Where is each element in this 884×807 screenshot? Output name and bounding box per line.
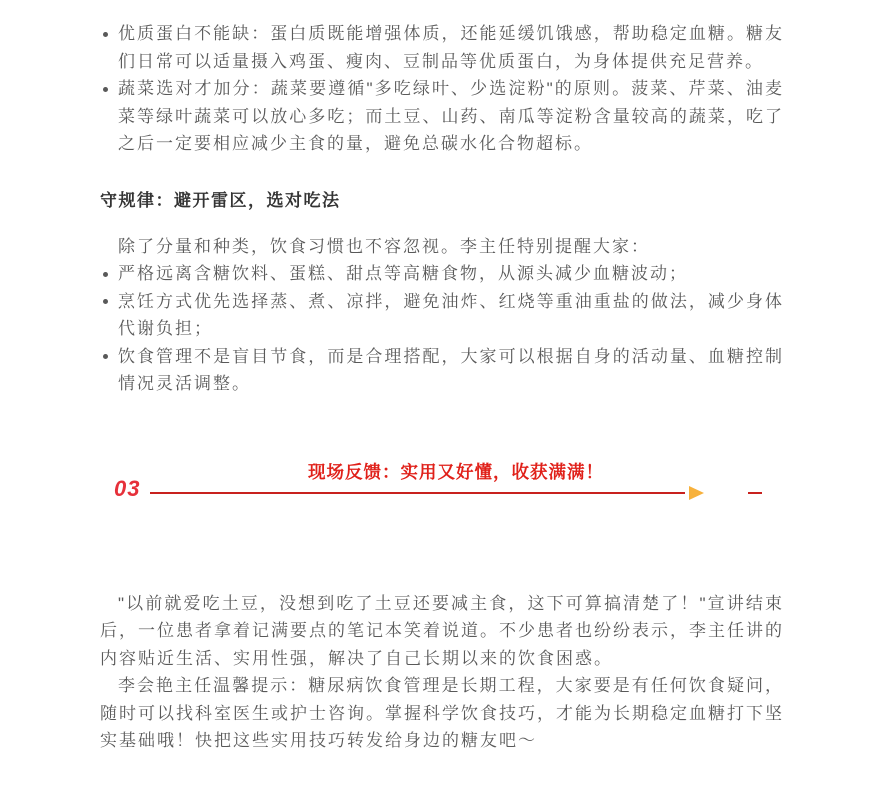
rules-list xyxy=(100,260,784,398)
bullet-dot-icon xyxy=(103,87,108,92)
list-item xyxy=(118,288,784,343)
section-divider xyxy=(100,458,784,513)
nutrition-tips-list xyxy=(100,20,784,158)
bullet-dot-icon xyxy=(103,32,108,37)
feedback-section xyxy=(100,590,784,755)
list-item-text: 严格远离含糖饮料、蛋糕、甜点等高糖食物，从源头减少血糖波动； xyxy=(118,264,688,283)
list-item xyxy=(118,260,784,288)
list-item-text: 蔬菜选对才加分：蔬菜要遵循"多吃绿叶、少选淀粉"的原则。菠菜、芹菜、油麦菜等绿叶蔬菜可以放心多吃；而土豆、山药、南瓜等淀粉含量较高的蔬菜，吃了之后一定要相应减少主食的量，避免总碳水化合物超标。 xyxy=(118,79,784,153)
bullet-dot-icon xyxy=(103,299,108,304)
closing-tip-paragraph: 李会艳主任温馨提示：糖尿病饮食管理是长期工程，大家要是有任何饮食疑问，随时可以找科室医生或护士咨询。掌握科学饮食技巧，才能为长期稳定血糖打下坚实基础哦！快把这些实用技巧转发给身边的糖友吧～ xyxy=(100,676,784,750)
list-item xyxy=(118,343,784,398)
play-triangle-icon xyxy=(689,486,704,500)
bullet-dot-icon xyxy=(103,272,108,277)
list-item-text: 饮食管理不是盲目节食，而是合理搭配，大家可以根据自身的活动量、血糖控制情况灵活调整。 xyxy=(118,346,784,393)
rules-intro-paragraph: 除了分量和种类，饮食习惯也不容忽视。李主任特别提醒大家： xyxy=(118,236,650,256)
section-divider-title: 现场反馈：实用又好懂，收获满满！ xyxy=(308,461,604,482)
rules-section-heading: 守规律：避开雷区，选对吃法 xyxy=(100,190,341,210)
feedback-paragraph: "以前就爱吃土豆，没想到吃了土豆还要减主食，这下可算搞清楚了！"宣讲结束后，一位患者拿着记满要点的笔记本笑着说道。不少患者也纷纷表示，李主任讲的内容贴近生活、实用性强，解决了自己长期以来的饮食困惑。 xyxy=(100,593,784,668)
list-item xyxy=(118,75,784,158)
list-item-text: 优质蛋白不能缺：蛋白质既能增强体质，还能延缓饥饿感，帮助稳定血糖。糖友们日常可以适量摄入鸡蛋、瘦肉、豆制品等优质蛋白，为身体提供充足营养。 xyxy=(118,24,784,71)
list-item xyxy=(118,20,784,75)
list-item-text: 烹饪方式优先选择蒸、煮、凉拌，避免油炸、红烧等重油重盐的做法，减少身体代谢负担； xyxy=(118,291,784,338)
divider-dash xyxy=(748,492,762,494)
bullet-dot-icon xyxy=(103,354,108,359)
section-number: 03 xyxy=(114,475,141,501)
divider-line xyxy=(150,492,685,494)
